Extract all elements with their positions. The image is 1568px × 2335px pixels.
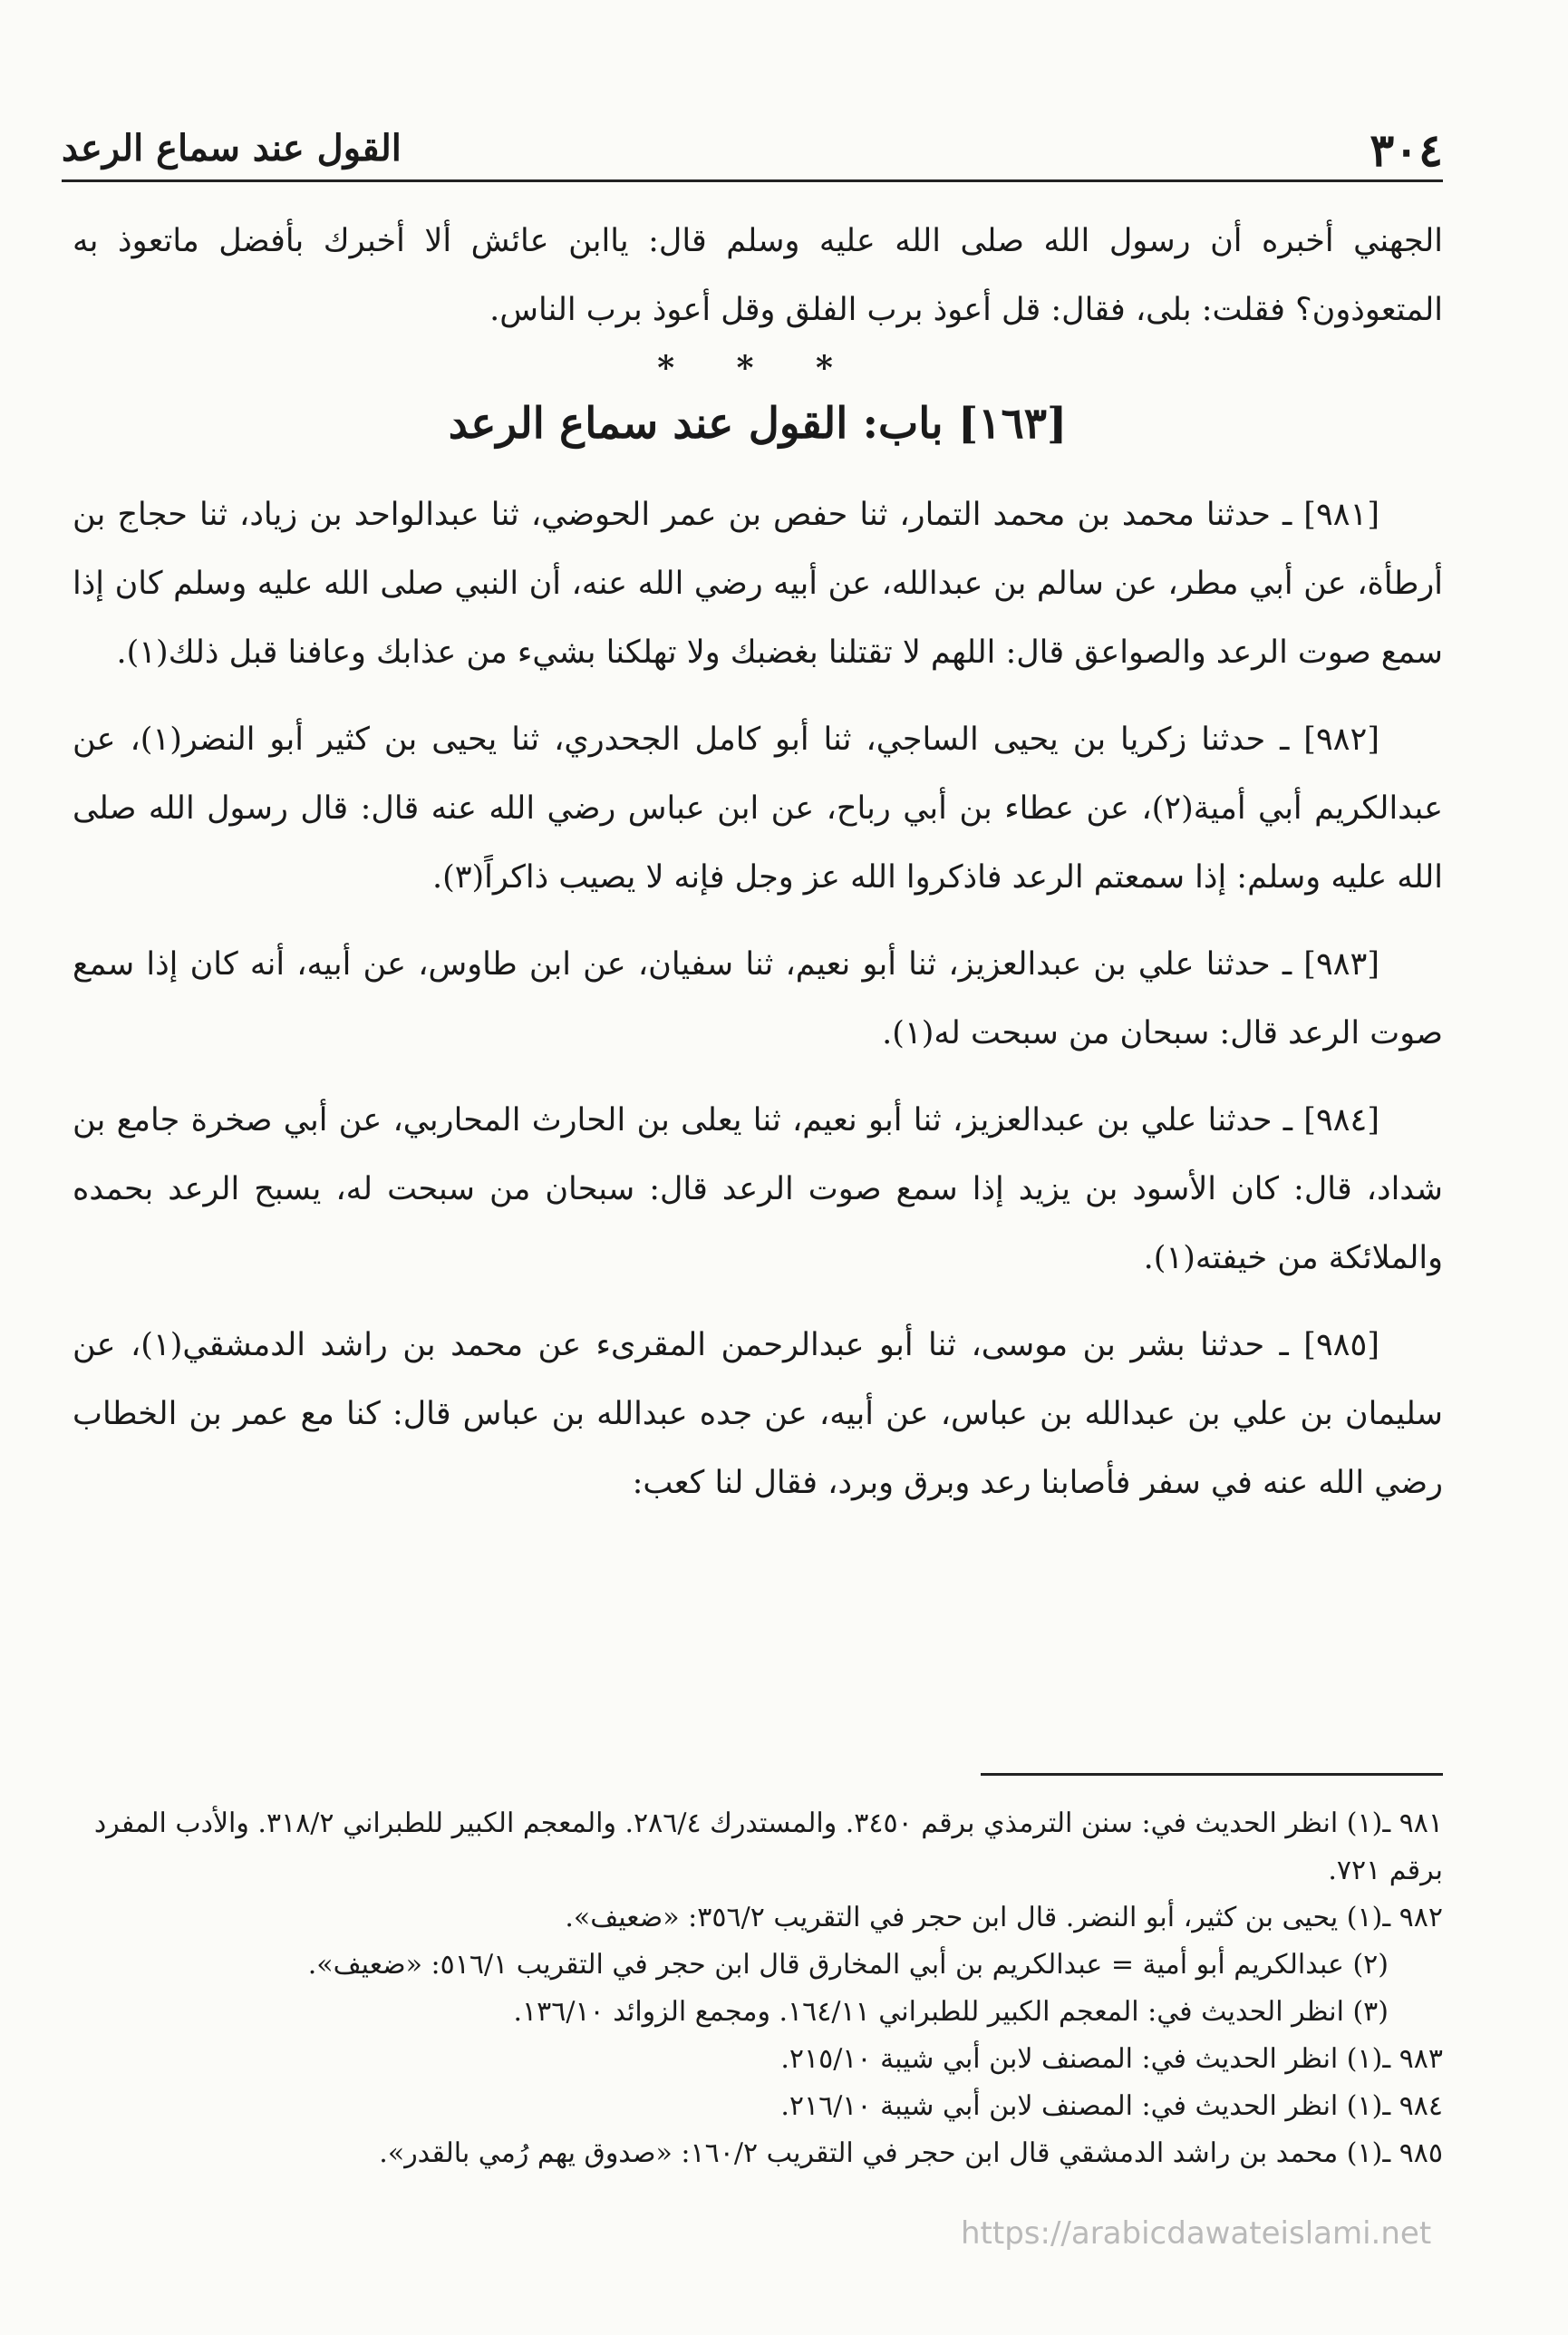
- footnote-981-1: ٩٨١ ـ(١) انظر الحديث في: سنن الترمذي برقم ٣٤٥٠. والمستدرك ٢٨٦/٤. والمعجم الكبير للطبراني ٣١٨/٢. والأدب المفرد برقم ٧٢١.: [93, 1807, 1443, 1886]
- hadith-985: [٩٨٥] ـ حدثنا بشر بن موسى، ثنا أبو عبدالرحمن المقرىء عن محمد بن راشد الدمشقي(١)، عن سليمان بن علي بن عبدالله بن عباس، عن أبيه، عن جده عبدالله بن عباس قال: كنا مع عمر بن الخطاب رضي الله عنه في سفر فأصابنا رعد وبرق وبرد، فقال لنا كعب:: [73, 1327, 1443, 1501]
- footnote-rule: [981, 1773, 1443, 1776]
- intro-paragraph: الجهني أخبره أن رسول الله صلى الله عليه وسلم قال: ياابن عائش ألا أخبرك بأفضل ماتعوذ به المتعوذون؟ فقلت: بلى، فقال: قل أعوذ برب الفلق وقل أعوذ برب الناس.: [73, 223, 1443, 328]
- page-header: [62, 123, 1443, 178]
- hadith-982: [٩٨٢] ـ حدثنا زكريا بن يحيى الساجي، ثنا أبو كامل الجحدري، ثنا يحيى بن كثير أبو النضر(١)، عن عبدالكريم أبي أمية(٢)، عن عطاء بن أبي رباح، عن ابن عباس رضي الله عنه قال: قال رسول الله صلى الله عليه وسلم: إذا سمعتم الرعد فاذكروا الله عز وجل فإنه لا يصيب ذاكراً(٣).: [73, 722, 1443, 896]
- header-rule: [62, 179, 1443, 182]
- watermark: https://arabicdawateislami.net: [961, 2215, 1432, 2252]
- footnote-982-2: (٢) عبدالكريم أبو أمية = عبدالكريم بن أبي المخارق قال ابن حجر في التقريب ٥١٦/١: «ضعيف».: [307, 1949, 1389, 1981]
- footnotes: [73, 1800, 1443, 2177]
- page-number: ٣٠٤: [1370, 123, 1443, 177]
- footnote-983-1: ٩٨٣ ـ(١) انظر الحديث في: المصنف لابن أبي شيبة ٢١٥/١٠.: [780, 2043, 1443, 2075]
- footnote-985-1: ٩٨٥ ـ(١) محمد بن راشد الدمشقي قال ابن حجر في التقريب ١٦٠/٢: «صدوق يهم رُمي بالقدر».: [379, 2137, 1443, 2169]
- footnote-984-1: ٩٨٤ ـ(١) انظر الحديث في: المصنف لابن أبي شيبة ٢١٦/١٠.: [780, 2090, 1443, 2122]
- section-separator: * * *: [657, 349, 858, 387]
- footnote-982-1: ٩٨٢ ـ(١) يحيى بن كثير، أبو النضر. قال ابن حجر في التقريب ٣٥٦/٢: «ضعيف».: [565, 1902, 1443, 1933]
- chapter-heading: [١٦٣] باب: القول عند سماع الرعد: [448, 399, 1068, 449]
- hadith-981: [٩٨١] ـ حدثنا محمد بن محمد التمار، ثنا حفص بن عمر الحوضي، ثنا عبدالواحد بن زياد، ثنا حجاج بن أرطأة، عن أبي مطر، عن سالم بن عبدالله، عن أبيه رضي الله عنه، أن النبي صلى الله عليه وسلم كان إذا سمع صوت الرعد والصواعق قال: اللهم لا تقتلنا بغضبك ولا تهلكنا بشيء من عذابك وعافنا قبل ذلك(١).: [73, 497, 1443, 671]
- hadith-983: [٩٨٣] ـ حدثنا علي بن عبدالعزيز، ثنا أبو نعيم، ثنا سفيان، عن ابن طاوس، عن أبيه، أنه كان إذا سمع صوت الرعد قال: سبحان من سبحت له(١).: [73, 946, 1443, 1051]
- hadith-984: [٩٨٤] ـ حدثنا علي بن عبدالعزيز، ثنا أبو نعيم، ثنا يعلى بن الحارث المحاربي، عن أبي صخرة جامع بن شداد، قال: كان الأسود بن يزيد إذا سمع صوت الرعد قال: سبحان من سبحت له، يسبح الرعد بحمده والملائكة من خيفته(١).: [73, 1102, 1443, 1276]
- running-title: القول عند سماع الرعد: [62, 127, 402, 170]
- main-text: [73, 207, 1443, 1517]
- footnote-982-3: (٣) انظر الحديث في: المعجم الكبير للطبراني ١٦٤/١١. ومجمع الزوائد ١٣٦/١٠.: [513, 1996, 1389, 2028]
